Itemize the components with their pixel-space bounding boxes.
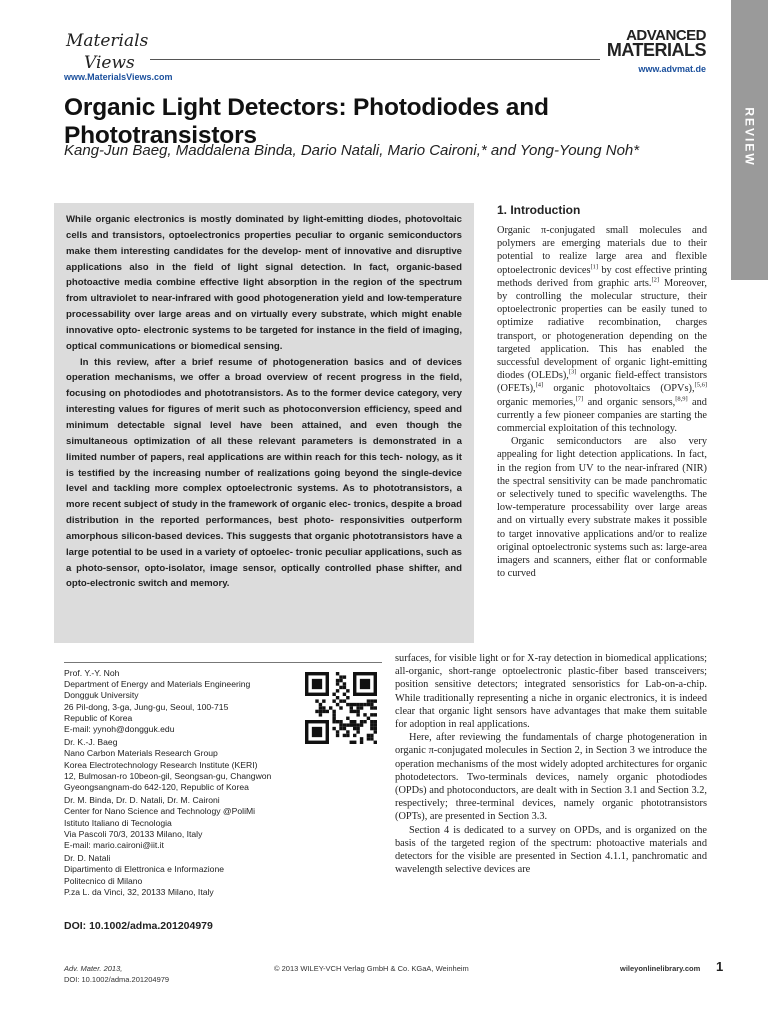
affiliation-line: Republic of Korea <box>64 712 133 723</box>
page-number: 1 <box>716 959 724 974</box>
journal-brand <box>606 28 706 58</box>
section-tab <box>731 0 768 280</box>
affiliation-line: Department of Energy and Materials Engineering <box>64 679 251 690</box>
qr-code-icon[interactable] <box>305 672 377 744</box>
affiliation-line: 26 Pil-dong, 3-ga, Jung-gu, Seoul, 100-715 <box>64 701 229 712</box>
affiliation-line: Prof. Y.-Y. Noh <box>64 668 120 678</box>
affiliation-line[interactable]: E-mail: mario.caironi@iit.it <box>64 840 164 851</box>
affiliation-line: Istituto Italiano di Tecnologia <box>64 817 172 828</box>
footer-journal: Adv. Mater. 2013, <box>64 964 123 973</box>
affiliation-divider <box>64 662 382 663</box>
affiliation-block <box>64 668 294 735</box>
affiliation-line: Nano Carbon Materials Research Group <box>64 748 218 759</box>
affiliation-line: 12, Bulmosan-ro 10beon-gil, Seongsan-gu, Changwon <box>64 770 272 781</box>
intro-paragraph-2-cont: surfaces, for visible light or for X-ray detection in biomedical applications; all-organic, short-range optoelectronic plastic-fiber based transceivers; position sensitive detectors; integrated sensoristics for Lab-on-a-chip. While traditionally representing a niche in organic electronics, it is indeed clear that organic light sensors have advantages that make them suitable for adoption in real applications. <box>395 653 707 731</box>
article-title: Organic Light Detectors: Photodiodes and Phototransistors <box>64 94 549 149</box>
affiliation-line: P.za L. da Vinci, 32, 20133 Milano, Italy <box>64 886 214 897</box>
advmat-link[interactable]: www.advmat.de <box>638 64 706 74</box>
intro-paragraph-3: Here, after reviewing the fundamentals of charge photogeneration in organic π-conjugated molecules in Section 2, in Section 3 we introduce the operation mechanisms of the most widely adopted architectures for organic photodetectors. Two-terminals devices, namely organic photodiodes (OPDs) and photoconductors, are dealt with in Section 3.1 and Section 3.2, respectively; three-terminal devices, namely organic phototransistors (OPTs), are presented in Section 3.3. <box>395 732 707 823</box>
affiliation-line: Korea Electrotechnology Research Institute (KERI) <box>64 759 258 770</box>
header-rule <box>150 59 600 60</box>
affiliation-line: Dr. D. Natali <box>64 853 111 864</box>
logo-line-materials: Materials <box>66 31 149 51</box>
section-heading-introduction: 1. Introduction <box>497 203 581 217</box>
brand-line-advanced: ADVANCED <box>626 27 706 44</box>
affiliation-line: Center for Nano Science and Technology @PoliMi <box>64 806 256 817</box>
intro-paragraph-1: Organic π-conjugated small molecules and polymers are emerging materials due to their potential to realize large area and flexible optoelectronic devices[1] by cost effective printing methods derived from graphic arts.[2] Moreover, by controlling the molecular structure, their optoelectronic properties can be easily tuned to optimize radiative recombination, charges transport, or photogeneration depending on the targeted application. This has enabled the successful development of organic light-emitting diodes (OLEDs),[3] organic field-effect transistors (OFETs),[4] organic photovoltaics (OPVs),[5,6] organic memories,[7] and organic sensors,[8,9] and currently a few pioneer companies are starting the commercial exploitation of this technology. <box>497 225 708 435</box>
materialsviews-link[interactable]: www.MaterialsViews.com <box>64 72 173 82</box>
body-column-wide <box>395 652 707 876</box>
footer-site-link[interactable]: wileyonlinelibrary.com <box>620 964 701 973</box>
brand-line-materials: MATERIALS <box>606 40 706 60</box>
affiliation-line[interactable]: E-mail: yynoh@dongguk.edu <box>64 724 175 735</box>
author-list: Kang-Jun Baeg, Maddalena Binda, Dario Natali, Mario Caironi,* and Yong-Young Noh* <box>64 142 640 159</box>
intro-paragraph-4: Section 4 is dedicated to a survey on OPDs, and is organized on the basis of the targeted region of the spectrum: photoactive materials and detectors for the visible are presented in Section 4.1.1, panchromatic and wavelength selective devices are <box>395 824 707 876</box>
footer-doi: DOI: 10.1002/adma.201204979 <box>64 975 170 984</box>
affiliation-line: Dipartimento di Elettronica e Informazione <box>64 864 225 875</box>
abstract-box <box>54 203 474 643</box>
intro-paragraph-2: Organic semiconductors are also very appealing for light detection applications. In fact, in the region from UV to the near-infrared (NIR) the spectral sensitivity can be made panchromatic or selectively tuned to specific wavelengths. The low-temperature processability over large areas and on virtually every substrate makes it possible to target innovative applications and/or to realize original optoelectronic systems such as: large-area imagers and scanners, either flat or conformable to curved <box>497 436 707 580</box>
article-doi[interactable]: DOI: 10.1002/adma.201204979 <box>64 920 213 932</box>
affiliation-line: Politecnico di Milano <box>64 875 143 886</box>
materials-views-logo <box>64 26 154 74</box>
abstract-paragraph-1: While organic electronics is mostly dominated by light-emitting diodes, photovoltaic cells and transistors, optoelectronics properties peculiar to organic semiconductors make them interesting candidates for the develop- ment of innovative and disruptive applications also in the field of light signal detection. In fact, organic-based photoactive media combine effective light absorption in the region of the spectrum from ultraviolet to near-infrared with good photogeneration yield and low-temperature processability over large areas and on virtually every substrate, which might enable innovative opto- electronic systems to be targeted for instance in the field of imaging, optical communications or biomedical sensing. <box>66 214 462 352</box>
affiliation-line: Gyeongsangnam-do 642-120, Republic of Korea <box>64 782 249 793</box>
affiliations <box>64 668 294 900</box>
affiliation-block <box>64 853 294 898</box>
affiliation-line: Dr. K.-J. Baeg <box>64 737 118 748</box>
footer-citation <box>64 963 169 985</box>
abstract-paragraph-2: In this review, after a brief resume of photogeneration basics and of devices operation mechanisms, we offer a broad overview of recent progress in the field, focusing on photodiodes and phototransistors. As to the former device category, very interesting values for figures of merit such as photoconversion efficiency, speed and minimum detectable signal level have been attained, and even though the simultaneous optimization of all these relevant parameters is demonstrated in a limited number of papers, real applications are within reach for this tech- nology, as it is testified by the increasing number of realizations going beyond the single-device level and tackling more complex optoelectronic systems. As to phototransistors, a more recent subject of study in the framework of organic elec- tronics, despite a broad distribution in the reported performances, best photo- responsivities outperform amorphous silicon-based devices. This suggests that organic phototransistors have a large potential to be used in a variety of optoelec- tronic peculiar applications, such as a photo-sensor, opto-isolator, image sensor, optically controlled phase shifter, and opto-electronic switch and memory. <box>66 356 462 590</box>
section-tab-label: REVIEW <box>742 107 757 167</box>
affiliation-line: Via Pascoli 70/3, 20133 Milano, Italy <box>64 828 203 839</box>
footer-copyright: © 2013 WILEY-VCH Verlag GmbH & Co. KGaA, Weinheim <box>274 964 469 973</box>
logo-line-views: Views <box>84 53 135 73</box>
affiliation-block <box>64 737 294 793</box>
affiliation-block <box>64 795 294 851</box>
affiliation-line: Dongguk University <box>64 690 139 701</box>
affiliation-line: Dr. M. Binda, Dr. D. Natali, Dr. M. Caironi <box>64 795 220 806</box>
body-column-right <box>497 224 707 580</box>
